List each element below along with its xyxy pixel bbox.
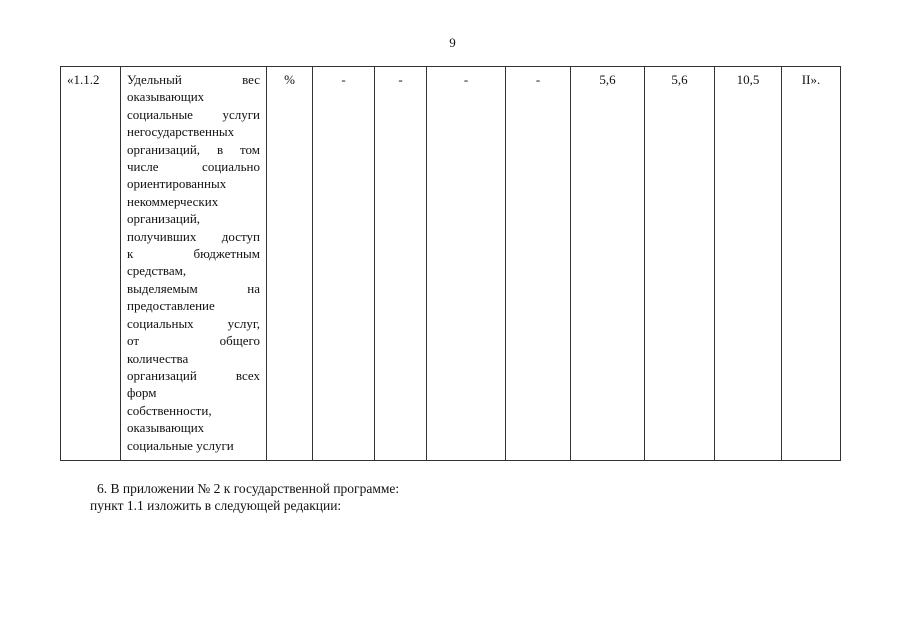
- indicator-name-line: социальные услуги: [127, 437, 234, 453]
- indicator-name-line: получивших доступ: [127, 228, 260, 244]
- value-cell: 10,5: [715, 67, 782, 461]
- indicator-name-line: средствам,: [127, 263, 187, 279]
- value-cell: -: [313, 67, 375, 461]
- indicator-name-line: оказывающих: [127, 420, 205, 436]
- table-row: [61, 67, 841, 461]
- amendment-paragraph: 6. В приложении № 2 к государственной программе:: [97, 481, 400, 496]
- value-cell: -: [427, 67, 506, 461]
- value-cell: 5,6: [571, 67, 645, 461]
- indicator-name-line: собственности,: [127, 402, 212, 418]
- indicator-name-cell: [121, 67, 267, 461]
- page-number: 9: [449, 35, 456, 50]
- row-code-cell: «1.1.2: [61, 67, 121, 461]
- value-cell: -: [375, 67, 427, 461]
- indicator-name-line: некоммерческих: [127, 193, 219, 209]
- indicator-name-line: социальных услуг,: [127, 315, 260, 331]
- indicator-name-line: оказывающих: [127, 89, 205, 105]
- indicator-table: [60, 66, 841, 461]
- value-cell: -: [506, 67, 571, 461]
- indicator-name-line: количества: [127, 350, 189, 366]
- value-cell: 5,6: [645, 67, 715, 461]
- indicator-name-line: от общего: [127, 333, 260, 349]
- unit-cell: %: [267, 67, 313, 461]
- value-cell: II».: [782, 67, 841, 461]
- indicator-name-line: организаций,: [127, 211, 201, 227]
- indicator-name-line: организаций, в том: [127, 141, 260, 157]
- indicator-name-line: числе социально: [127, 159, 260, 175]
- indicator-name-line: ориентированных: [127, 176, 227, 192]
- indicator-name-line: к бюджетным: [127, 246, 260, 262]
- indicator-name-line: социальные услуги: [127, 106, 260, 122]
- indicator-name-line: Удельный вес: [127, 72, 260, 87]
- indicator-name-line: организаций всех: [127, 367, 260, 383]
- amendment-paragraph: пункт 1.1 изложить в следующей редакции:: [90, 498, 342, 513]
- indicator-name-line: выделяемым на: [127, 280, 260, 296]
- indicator-name-line: негосударственных: [127, 124, 235, 140]
- indicator-name-line: форм: [127, 385, 157, 401]
- indicator-name-line: предоставление: [127, 298, 215, 314]
